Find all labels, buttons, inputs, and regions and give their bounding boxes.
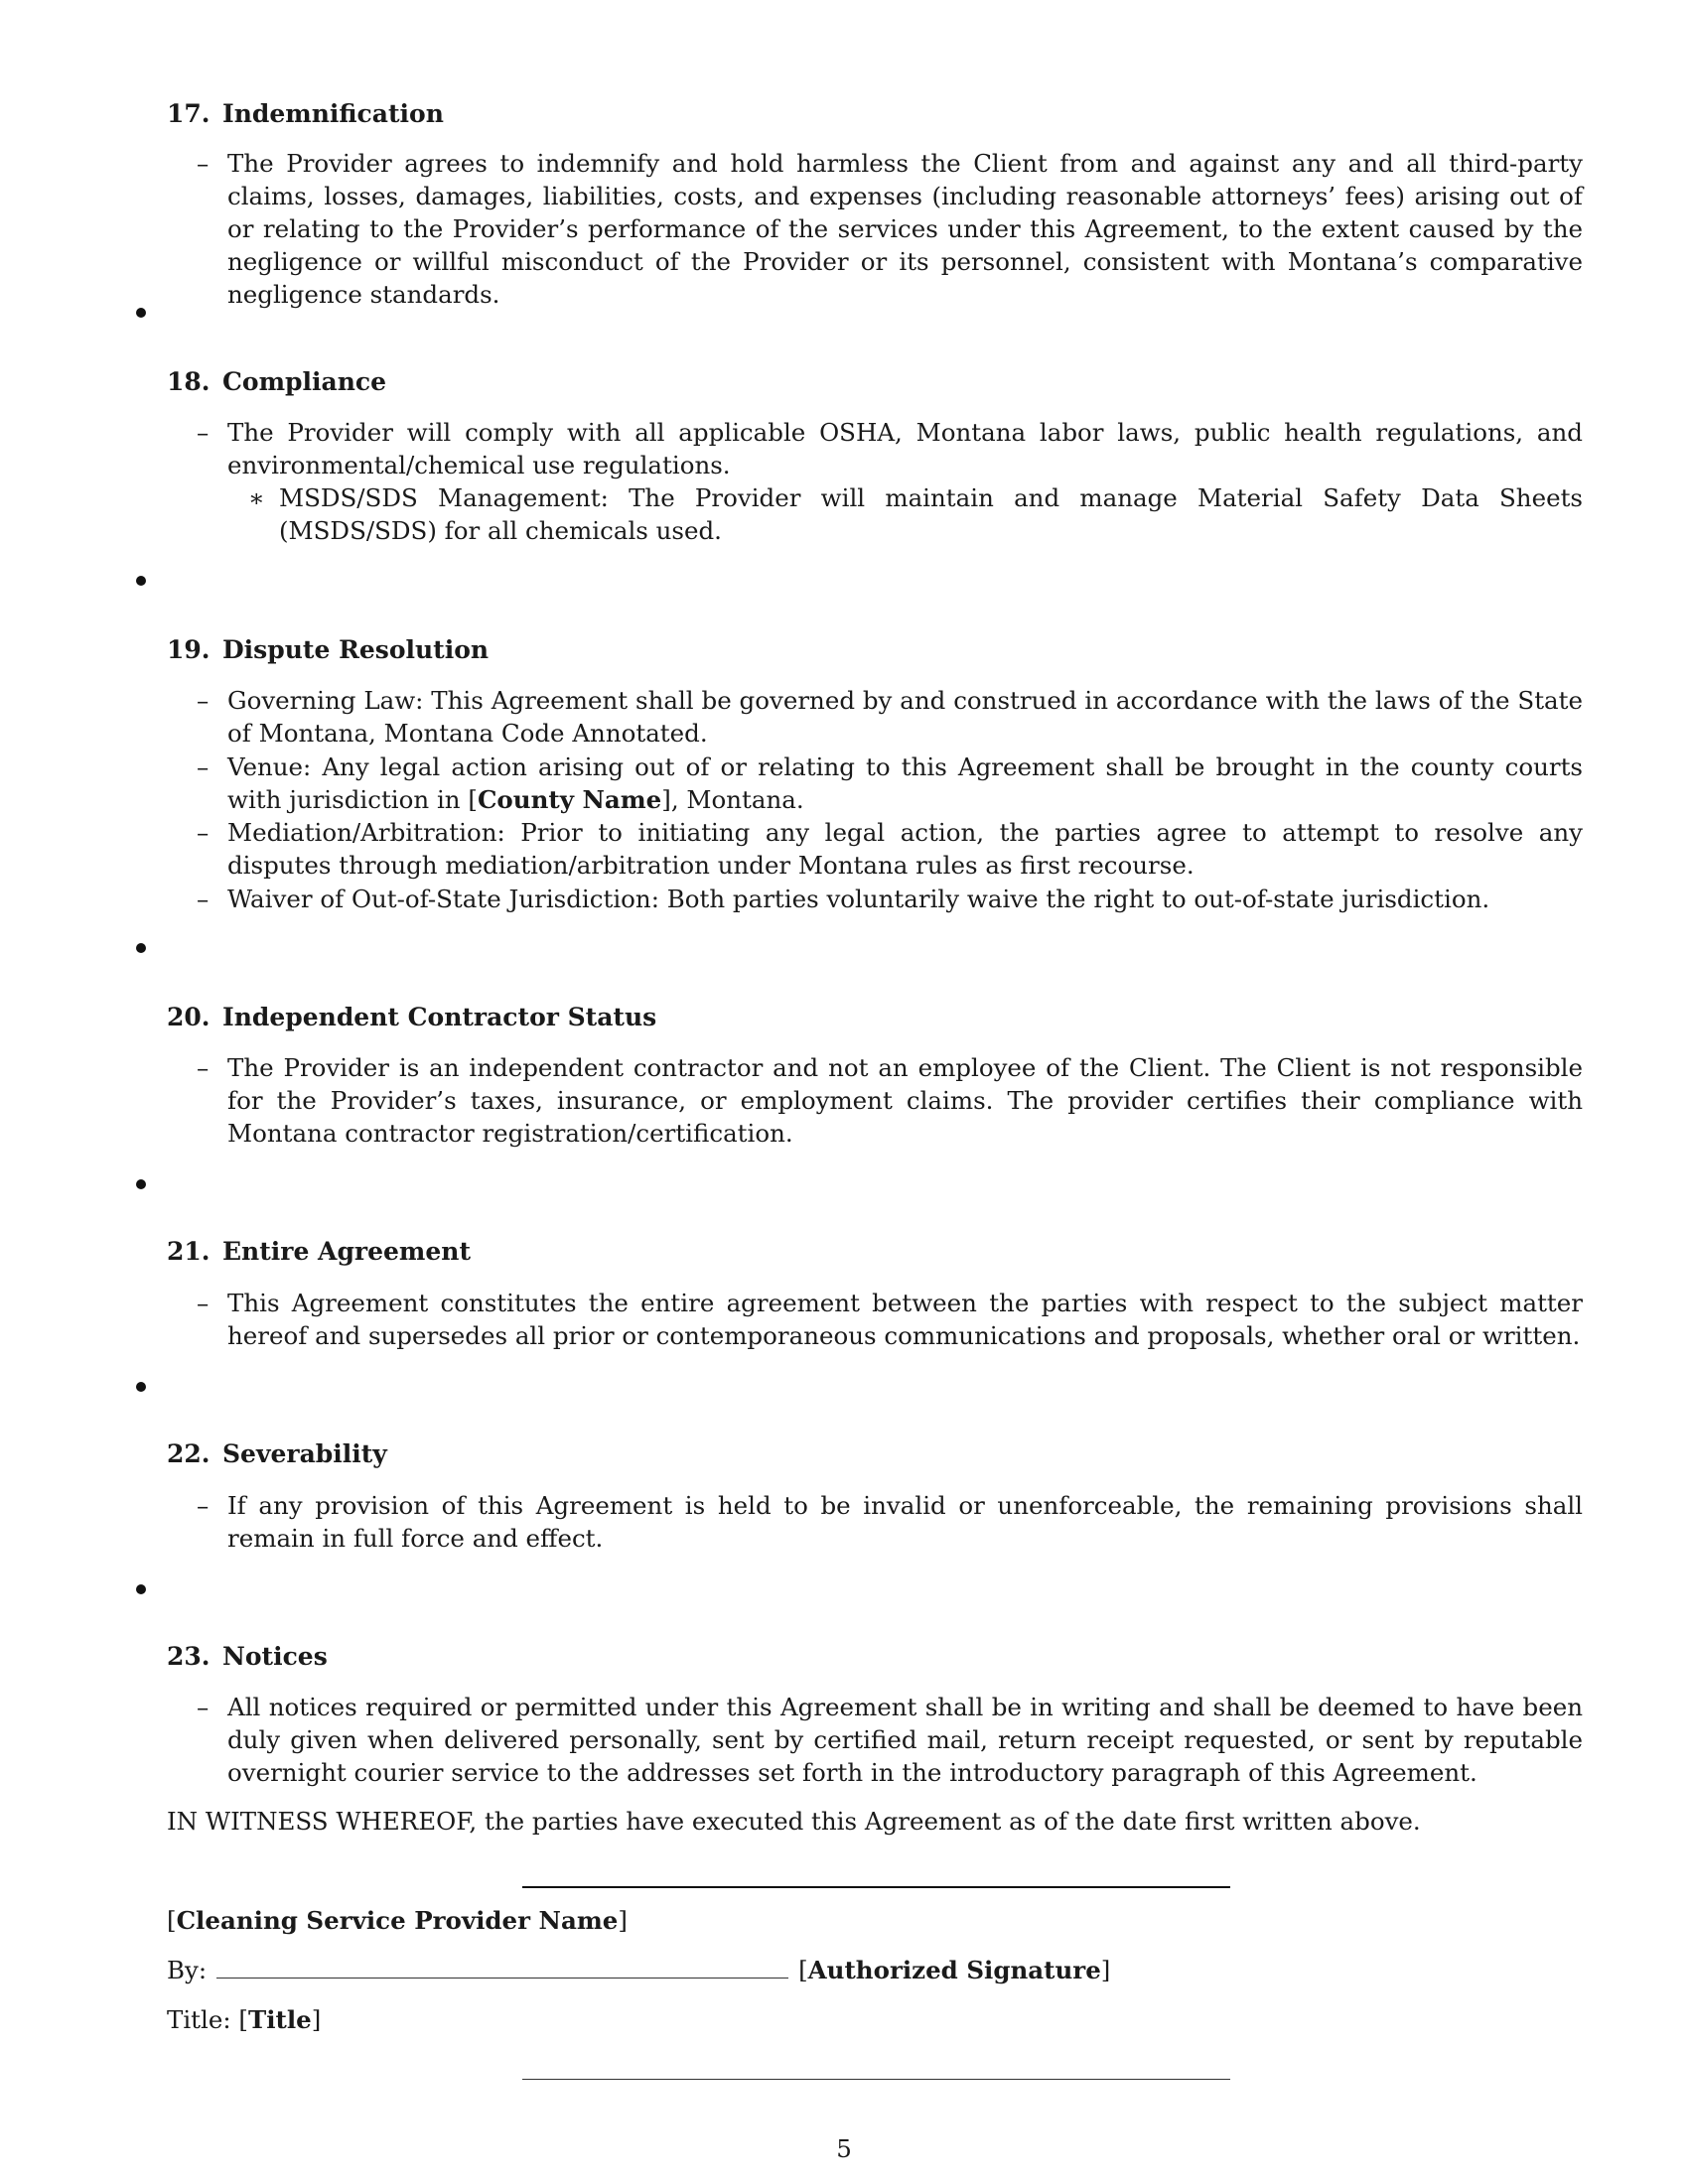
list-bullet: [136, 308, 146, 318]
list-bullet: [136, 1179, 146, 1189]
list-bullet: [136, 1382, 146, 1392]
section-17-heading: 17. Indemnification: [167, 99, 444, 128]
county-name-placeholder: County Name: [477, 785, 662, 814]
section-19-item-waiver: – Waiver of Out-of-State Jurisdiction: Both parties voluntarily waive the right to out-of-state jurisdiction.: [197, 885, 1490, 913]
section-20-item: – The Provider is an independent contractor and not an employee of the Client. The Client is not responsible for the Provider’s taxes, insurance, or employment claims. The provider certifies their compliance with Montana contractor registration/certification.: [197, 1053, 1583, 1148]
section-23-heading: 23. Notices: [167, 1642, 328, 1671]
section-19-item-venue: – Venue: Any legal action arising out of or relating to this Agreement shall be brought in the county courts with jurisdiction in [County Name], Montana.: [197, 752, 1583, 814]
signature-blank[interactable]: [216, 1958, 788, 1979]
section-19-item-mediation: – Mediation/Arbitration: Prior to initiating any legal action, the parties agree to attempt to resolve any disputes through mediation/arbitration under Montana rules as first recourse.: [197, 818, 1583, 880]
list-bullet: [136, 1584, 146, 1594]
provider-name-block: [Cleaning Service Provider Name]: [167, 1906, 628, 1935]
title-line: Title: [Title]: [167, 2005, 322, 2034]
section-22-item: – If any provision of this Agreement is held to be invalid or unenforceable, the remaining provisions shall remain in full force and effect.: [197, 1491, 1583, 1553]
section-17-item: – The Provider agrees to indemnify and hold harmless the Client from and against any and all third-party claims, losses, damages, liabilities, costs, and expenses (including reasonable attorneys’ fees) arising out of or relating to the Provider’s performance of the services under this Agreement, to the extent caused by the negligence or willful misconduct of the Provider or its personnel, consistent with Montana’s comparative negligence standards.: [197, 149, 1583, 309]
signature-rule-bottom: [522, 2079, 1230, 2080]
page-number: 5: [836, 2134, 852, 2163]
section-23-item: – All notices required or permitted under this Agreement shall be in writing and shall be deemed to have been duly given when delivered personally, sent by certified mail, return receipt requested, or sent by reputable overnight courier service to the addresses set forth in the introductory paragraph of this Agreement.: [197, 1693, 1583, 1787]
section-19-item-governing-law: – Governing Law: This Agreement shall be governed by and construed in accordance with the laws of the State of Montana, Montana Code Annotated.: [197, 686, 1583, 748]
list-bullet: [136, 943, 146, 953]
signature-rule-top: [522, 1886, 1230, 1888]
section-22-heading: 22. Severability: [167, 1439, 387, 1468]
by-signature-line: By: [Authorized Signature]: [167, 1956, 1111, 1984]
section-21-heading: 21. Entire Agreement: [167, 1237, 471, 1266]
witness-statement: IN WITNESS WHEREOF, the parties have executed this Agreement as of the date first written above.: [167, 1807, 1421, 1836]
section-20-heading: 20. Independent Contractor Status: [167, 1003, 657, 1031]
section-19-heading: 19. Dispute Resolution: [167, 635, 490, 664]
section-21-item: – This Agreement constitutes the entire agreement between the parties with respect to the subject matter hereof and supersedes all prior or contemporaneous communications and proposals, whether oral or written.: [197, 1289, 1583, 1350]
section-18-item: – The Provider will comply with all applicable OSHA, Montana labor laws, public health regulations, and environmental/chemical use regulations.: [197, 418, 1583, 479]
section-18-subitem: ∗ MSDS/SDS Management: The Provider will maintain and manage Material Safety Data Sheets (MSDS/SDS) for all chemicals used.: [248, 483, 1583, 545]
list-bullet: [136, 576, 146, 586]
section-18-heading: 18. Compliance: [167, 367, 387, 396]
